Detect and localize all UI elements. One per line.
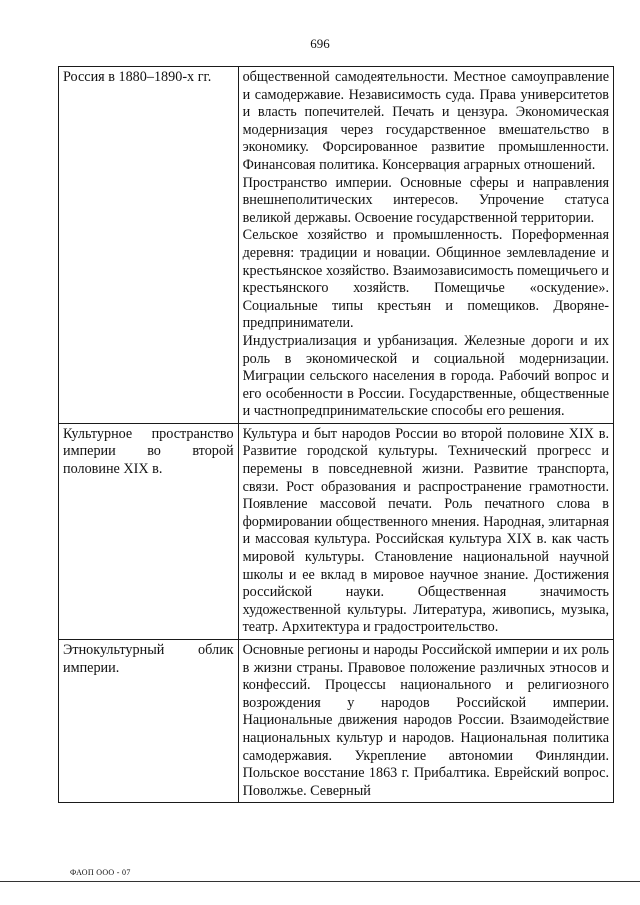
content-paragraph: Индустриализация и урбанизация. Железные дороги и их роль в экономической и социальной модернизации. Миграции сельского населения в города. Рабочий вопрос и его особенности в России. Государственные, общественные и частнопредпринимательские способы его решения. bbox=[242, 332, 609, 420]
content-paragraph: Сельское хозяйство и промышленность. Пореформенная деревня: традиции и новации. Общинное землевладение и крестьянское хозяйство. Взаимозависимость помещичьего и крестьянского хозяйств. Помещичье «оскудение». Социальные типы крестьян и помещиков. Дворяне-предприниматели. bbox=[242, 227, 609, 332]
page-number: 696 bbox=[310, 36, 330, 51]
table-row bbox=[59, 67, 614, 424]
content-paragraph: Основные регионы и народы Российской империи и их роль в жизни страны. Правовое положение различных этносов и конфессий. Процессы национального и религиозного возрождения у народов Российской империи. Национальные движения народов России. Взаимодействие национальных культур и народов. Национальная политика самодержавия. Укрепление автономии Финляндии. Польское восстание 1863 г. Прибалтика. Еврейский вопрос. Поволжье. Северный bbox=[242, 642, 609, 799]
table-row bbox=[59, 423, 614, 639]
topic-cell: Россия в 1880–1890-х гг. bbox=[59, 67, 239, 424]
content-paragraph: Культура и быт народов России во второй половине XIX в. Развитие городской культуры. Технический прогресс и перемены в повседневной жизни. Развитие транспорта, связи. Рост образования и распространение грамотности. Появление массовой печати. Роль печатного слова в формировании общественного мнения. Народная, элитарная и массовая культура. Российская культура XIX в. как часть мировой культуры. Становление национальной научной школы и ее вклад в мировое научное знание. Достижения российской науки. Общественная значимость художественной культуры. Литература, живопись, музыка, театр. Архитектура и градостроительство. bbox=[242, 425, 609, 636]
footer-divider bbox=[0, 881, 640, 882]
footer-document-code: ФАОП ООО - 07 bbox=[70, 868, 131, 877]
curriculum-table bbox=[58, 66, 614, 803]
table-row bbox=[59, 640, 614, 803]
topic-cell: Этнокультурный облик империи. bbox=[59, 640, 239, 803]
content-paragraph: общественной самодеятельности. Местное самоуправление и самодержавие. Независимость суда. Права университетов и власть попечителей. Печать и цензура. Экономическая модернизация через государственное вмешательство в экономику. Форсированное развитие промышленности. Финансовая политика. Консервация аграрных отношений. bbox=[242, 69, 609, 173]
content-cell bbox=[238, 423, 613, 639]
topic-cell: Культурное пространство империи во второй половине XIX в. bbox=[59, 423, 239, 639]
content-cell bbox=[238, 67, 613, 424]
content-cell bbox=[238, 640, 613, 803]
content-paragraph: Пространство империи. Основные сферы и направления внешнеполитических интересов. Упрочение статуса великой державы. Освоение государственной территории. bbox=[242, 174, 609, 226]
